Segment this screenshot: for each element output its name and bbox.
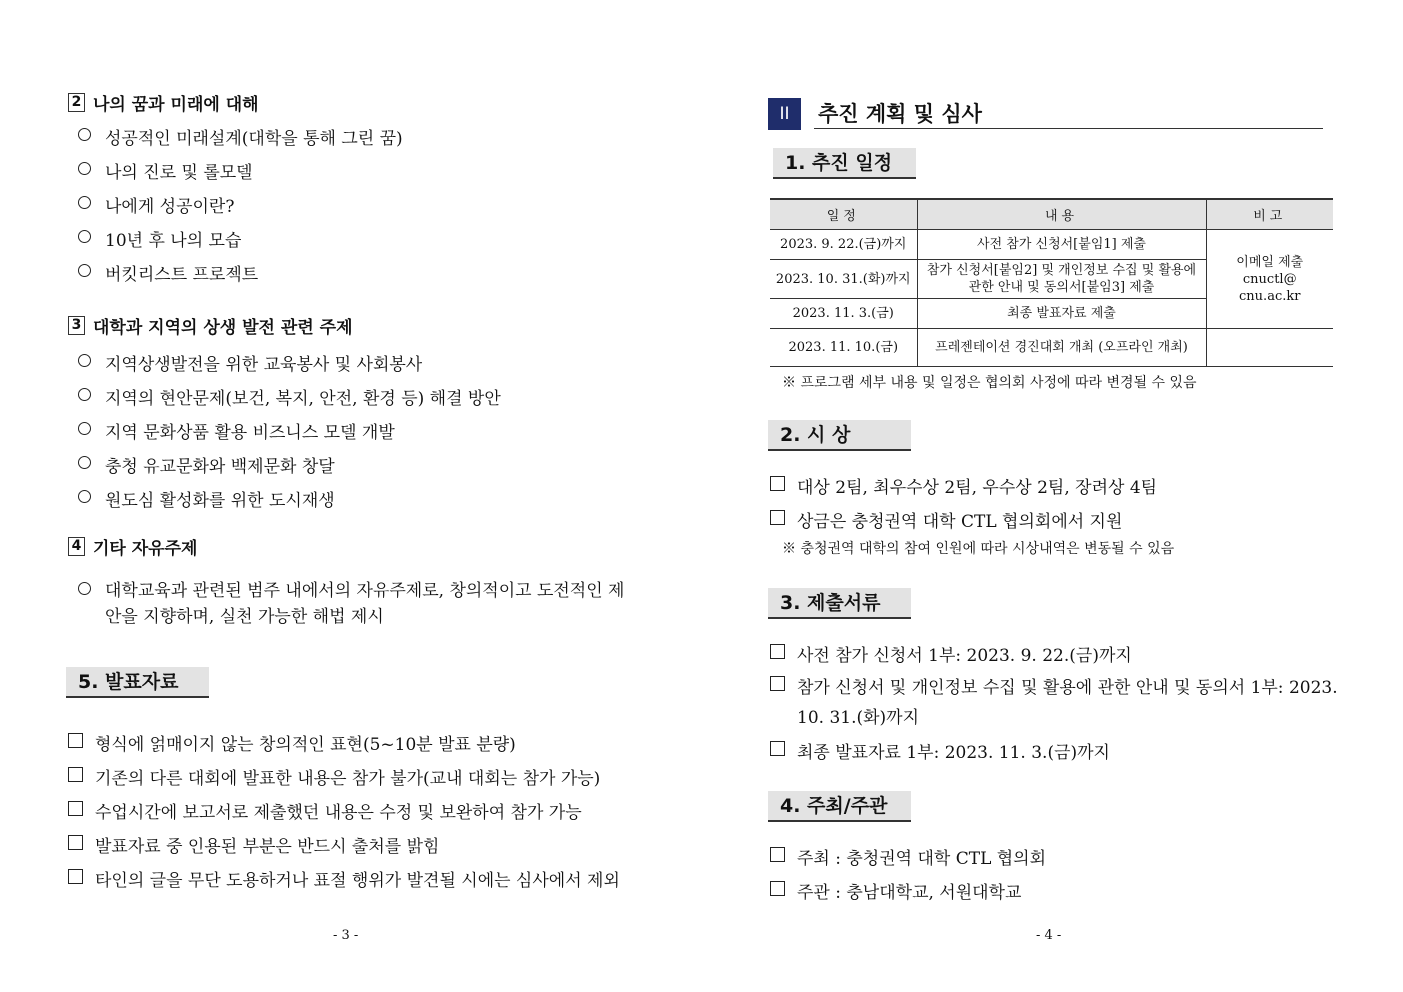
checkbox-item: 타인의 글을 무단 도용하거나 표절 행위가 발견될 시에는 심사에서 제외 bbox=[68, 866, 620, 891]
checkbox-item: 대상 2팀, 최우수상 2팀, 우수상 2팀, 장려상 4팀 bbox=[770, 473, 1157, 498]
checkbox-item: 발표자료 중 인용된 부분은 반드시 출처를 밝힘 bbox=[68, 832, 439, 857]
content-cell: 참가 신청서[붙임2] 및 개인정보 수집 및 활용에 관한 안내 및 동의서[붙임3] 제출 bbox=[917, 260, 1206, 299]
square-bullet-icon bbox=[770, 644, 785, 659]
date-cell: 2023. 11. 10.(금) bbox=[770, 329, 917, 367]
circle-bullet-icon bbox=[78, 264, 91, 277]
section-number-box: 3 bbox=[68, 316, 85, 335]
date-cell: 2023. 9. 22.(금)까지 bbox=[770, 230, 917, 260]
heading-underline bbox=[814, 128, 1323, 129]
table-row bbox=[770, 329, 1333, 367]
square-bullet-icon bbox=[770, 476, 785, 491]
schedule-heading: 1. 추진 일정 bbox=[773, 148, 916, 179]
square-bullet-icon bbox=[770, 847, 785, 862]
table-row bbox=[770, 230, 1333, 260]
table-header-row bbox=[770, 199, 1333, 230]
section-5-heading: 5. 발표자료 bbox=[66, 667, 209, 698]
circle-bullet-icon bbox=[78, 490, 91, 503]
circle-bullet-icon bbox=[78, 388, 91, 401]
circle-bullet-icon bbox=[78, 354, 91, 367]
circle-bullet-icon bbox=[78, 230, 91, 243]
circle-bullet-icon bbox=[78, 422, 91, 435]
column-header: 일정 bbox=[770, 199, 917, 230]
chapter-heading bbox=[768, 98, 1323, 130]
section-2-heading bbox=[68, 90, 259, 115]
circle-bullet-icon bbox=[78, 456, 91, 469]
section-title: 기타 자유주제 bbox=[93, 539, 198, 559]
circle-bullet-icon bbox=[78, 128, 91, 141]
section-number-box: 4 bbox=[68, 537, 85, 556]
section-4-heading bbox=[68, 534, 197, 559]
circle-bullet-icon bbox=[78, 582, 91, 595]
date-cell: 2023. 10. 31.(화)까지 bbox=[770, 260, 917, 299]
list-item: 나에게 성공이란? bbox=[78, 192, 234, 217]
section-title: 나의 꿈과 미래에 대해 bbox=[93, 95, 259, 115]
page-4 bbox=[700, 0, 1403, 992]
page-number: - 3 - bbox=[333, 928, 359, 943]
list-item: 원도심 활성화를 위한 도시재생 bbox=[78, 486, 335, 511]
award-note: ※ 충청권역 대학의 참여 인원에 따라 시상내역은 변동될 수 있음 bbox=[782, 541, 1175, 557]
content-cell: 사전 참가 신청서[붙임1] 제출 bbox=[917, 230, 1206, 260]
square-bullet-icon bbox=[770, 676, 785, 691]
list-item: 지역의 현안문제(보건, 복지, 안전, 환경 등) 해결 방안 bbox=[78, 384, 501, 409]
documents-heading: 3. 제출서류 bbox=[768, 588, 911, 619]
square-bullet-icon bbox=[68, 801, 83, 816]
host-heading: 4. 주최/주관 bbox=[768, 791, 911, 822]
list-item: 버킷리스트 프로젝트 bbox=[78, 260, 258, 285]
section-3-heading bbox=[68, 313, 353, 338]
content-cell: 최종 발표자료 제출 bbox=[917, 299, 1206, 329]
checkbox-item: 상금은 충청권역 대학 CTL 협의회에서 지원 bbox=[770, 507, 1122, 532]
list-item: 성공적인 미래설계(대학을 통해 그린 꿈) bbox=[78, 124, 403, 149]
page-3 bbox=[0, 0, 700, 992]
column-header: 내용 bbox=[917, 199, 1206, 230]
square-bullet-icon bbox=[68, 869, 83, 884]
square-bullet-icon bbox=[68, 767, 83, 782]
section-title: 대학과 지역의 상생 발전 관련 주제 bbox=[93, 318, 353, 338]
chapter-number-badge: II bbox=[768, 98, 801, 130]
page-number: - 4 - bbox=[1036, 928, 1062, 943]
column-header: 비고 bbox=[1206, 199, 1333, 230]
list-item: 지역 문화상품 활용 비즈니스 모델 개발 bbox=[78, 418, 395, 443]
checkbox-item: 사전 참가 신청서 1부: 2023. 9. 22.(금)까지 bbox=[770, 641, 1132, 666]
schedule-note: ※ 프로그램 세부 내용 및 일정은 협의회 사정에 따라 변경될 수 있음 bbox=[782, 375, 1197, 391]
square-bullet-icon bbox=[68, 733, 83, 748]
content-cell: 프레젠테이션 경진대회 개최 (오프라인 개최) bbox=[917, 329, 1206, 367]
list-item: 10년 후 나의 모습 bbox=[78, 226, 241, 251]
circle-bullet-icon bbox=[78, 196, 91, 209]
chapter-title: 추진 계획 및 심사 bbox=[818, 102, 982, 126]
square-bullet-icon bbox=[68, 835, 83, 850]
checkbox-item: 참가 신청서 및 개인정보 수집 및 활용에 관한 안내 및 동의서 1부: 2023. 10. 31.(화)까지 bbox=[770, 673, 1338, 733]
remark-cell: 이메일 제출 cnuctl@ cnu.ac.kr bbox=[1206, 230, 1333, 329]
award-heading: 2. 시 상 bbox=[768, 420, 911, 451]
checkbox-item: 최종 발표자료 1부: 2023. 11. 3.(금)까지 bbox=[770, 738, 1110, 763]
square-bullet-icon bbox=[770, 881, 785, 896]
checkbox-item: 수업시간에 보고서로 제출했던 내용은 수정 및 보완하여 참가 가능 bbox=[68, 798, 582, 823]
list-item: 대학교육과 관련된 범주 내에서의 자유주제로, 창의적이고 도전적인 제안을 지향하며, 실천 가능한 해법 제시 bbox=[78, 578, 638, 630]
list-item: 나의 진로 및 롤모델 bbox=[78, 158, 253, 183]
list-item: 충청 유교문화와 백제문화 창달 bbox=[78, 452, 335, 477]
checkbox-item: 기존의 다른 대회에 발표한 내용은 참가 불가(교내 대회는 참가 가능) bbox=[68, 764, 600, 789]
checkbox-item: 주최 : 충청권역 대학 CTL 협의회 bbox=[770, 844, 1046, 869]
checkbox-item: 형식에 얽매이지 않는 창의적인 표현(5~10분 발표 분량) bbox=[68, 730, 516, 755]
schedule-table bbox=[770, 198, 1333, 367]
circle-bullet-icon bbox=[78, 162, 91, 175]
date-cell: 2023. 11. 3.(금) bbox=[770, 299, 917, 329]
square-bullet-icon bbox=[770, 510, 785, 525]
square-bullet-icon bbox=[770, 741, 785, 756]
list-item: 지역상생발전을 위한 교육봉사 및 사회봉사 bbox=[78, 350, 422, 375]
checkbox-item: 주관 : 충남대학교, 서원대학교 bbox=[770, 878, 1021, 903]
remark-cell-empty bbox=[1206, 329, 1333, 367]
section-number-box: 2 bbox=[68, 93, 85, 112]
